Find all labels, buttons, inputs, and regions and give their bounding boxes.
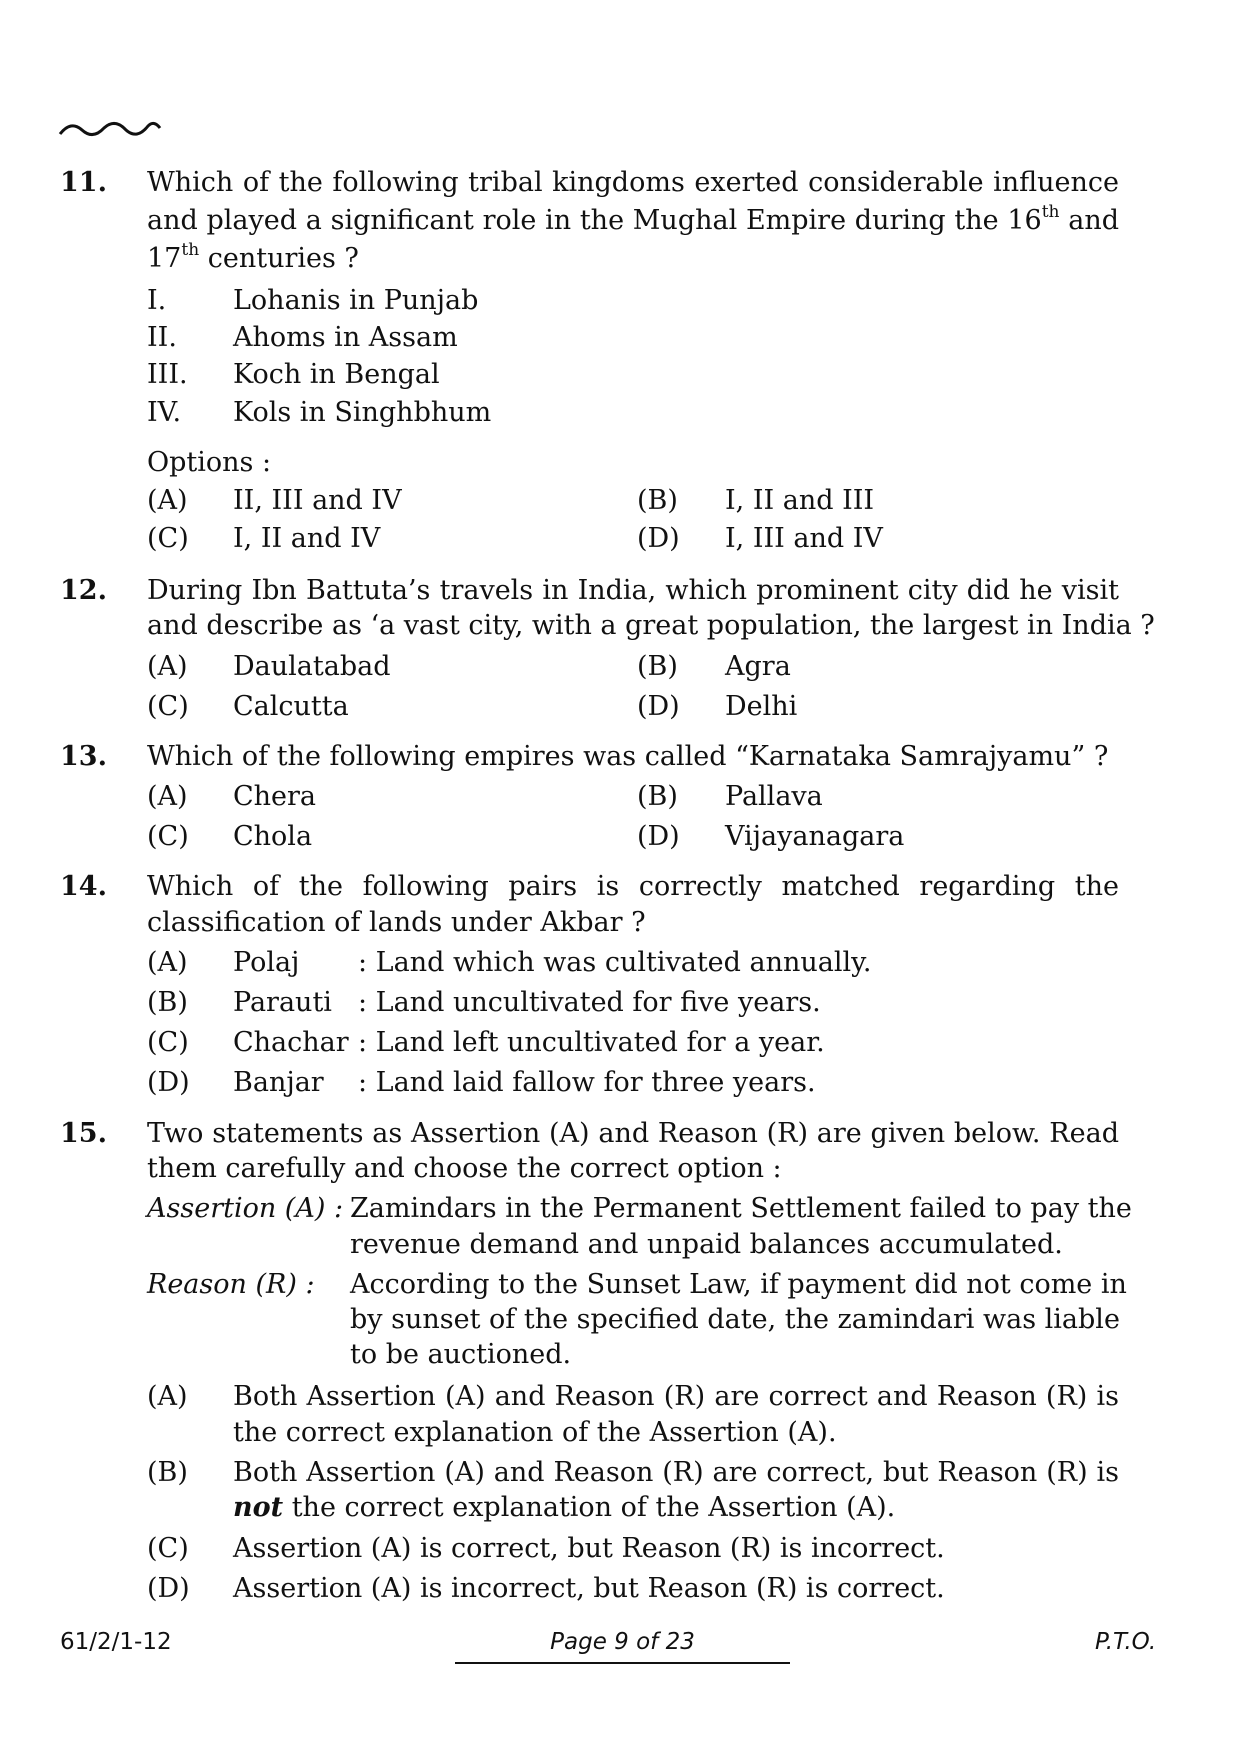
question-number: 15. [60,1118,107,1149]
option-key: (D) [147,1573,190,1604]
option-key: (C) [147,821,189,852]
option-text: I, II and IV [233,523,381,554]
option-term: Polaj [233,947,300,978]
option-text: Calcutta [233,691,349,722]
option-text: Pallava [725,781,823,812]
option-text-line: Both Assertion (A) and Reason (R) are correct and Reason (R) is [233,1381,1119,1412]
question-text-line: and describe as ‘a vast city, with a great population, the largest in India ? [147,610,1155,641]
option-text-line: not the correct explanation of the Assertion (A). [233,1492,896,1523]
option-key: (D) [637,821,680,852]
question-text-line: Which of the following empires was called “Karnataka Samrajyamu” ? [147,741,1109,772]
option-definition: : Land which was cultivated annually. [358,947,872,978]
option-key: (C) [147,1027,189,1058]
list-item-roman: I. [147,285,167,316]
option-text-line: Assertion (A) is correct, but Reason (R) is incorrect. [233,1533,945,1564]
option-text: Agra [725,651,791,682]
question-text-line: and played a significant role in the Mughal Empire during the 16th and [147,202,1119,236]
option-text: Chera [233,781,317,812]
option-text: I, III and IV [725,523,883,554]
question-text-line: classification of lands under Akbar ? [147,907,646,938]
option-key: (D) [637,523,680,554]
assertion-text-line: revenue demand and unpaid balances accumulated. [350,1229,1063,1260]
option-key: (D) [637,691,680,722]
question-text-line: Which of the following pairs is correctly matched regarding the [147,871,1119,902]
list-item-text: Koch in Bengal [233,359,440,390]
option-key: (A) [147,485,188,516]
question-number: 12. [60,575,107,606]
list-item-text: Ahoms in Assam [233,322,458,353]
list-item-roman: IV. [147,397,182,428]
option-text: Chola [233,821,313,852]
reason-text-line: to be auctioned. [350,1339,572,1370]
option-text: Delhi [725,691,798,722]
option-text-line: the correct explanation of the Assertion (A). [233,1417,837,1448]
assertion-label: Assertion (A) : [147,1193,344,1224]
option-text: Daulatabad [233,651,391,682]
option-definition: : Land laid fallow for three years. [358,1067,816,1098]
emphasis-not: not [233,1492,284,1523]
options-label: Options : [147,447,272,478]
option-key: (A) [147,651,188,682]
option-key: (A) [147,1381,188,1412]
option-key: (B) [147,1457,188,1488]
option-key: (A) [147,947,188,978]
list-item-roman: II. [147,322,177,353]
reason-text-line: According to the Sunset Law, if payment did not come in [350,1269,1127,1300]
option-key: (B) [147,987,188,1018]
option-text-line: Assertion (A) is incorrect, but Reason (R) is correct. [233,1573,945,1604]
paper-code: 61/2/1-12 [60,1629,172,1655]
option-term: Chachar [233,1027,349,1058]
option-key: (B) [637,651,678,682]
pto-label: P.T.O. [1095,1629,1157,1655]
question-number: 14. [60,871,107,902]
list-item-text: Kols in Singhbhum [233,397,492,428]
question-text-line: 17th centuries ? [147,240,359,274]
question-number: 11. [60,167,107,198]
list-item-roman: III. [147,359,188,390]
question-text-line: Which of the following tribal kingdoms exerted considerable influence [147,167,1119,198]
reason-label: Reason (R) : [147,1269,315,1300]
option-key: (C) [147,523,189,554]
question-text-line: Two statements as Assertion (A) and Reason (R) are given below. Read [147,1118,1119,1149]
question-text-line: During Ibn Battuta’s travels in India, which prominent city did he visit [147,575,1119,606]
option-text: I, II and III [725,485,875,516]
page-number: Page 9 of 23 [550,1629,695,1655]
option-key: (B) [637,781,678,812]
option-text: Vijayanagara [725,821,905,852]
option-key: (B) [637,485,678,516]
reason-text-line: by sunset of the specified date, the zamindari was liable [350,1304,1120,1335]
question-number: 13. [60,741,107,772]
list-item-text: Lohanis in Punjab [233,285,479,316]
option-key: (C) [147,691,189,722]
option-key: (A) [147,781,188,812]
option-key: (C) [147,1533,189,1564]
option-definition: : Land left uncultivated for a year. [358,1027,825,1058]
assertion-text-line: Zamindars in the Permanent Settlement failed to pay the [350,1193,1132,1224]
option-definition: : Land uncultivated for five years. [358,987,821,1018]
option-text: II, III and IV [233,485,402,516]
footer-divider [455,1662,790,1664]
option-key: (D) [147,1067,190,1098]
option-term: Banjar [233,1067,324,1098]
wave-mark-icon [58,118,162,140]
question-text-line: them carefully and choose the correct option : [147,1153,782,1184]
option-term: Parauti [233,987,332,1018]
option-text-line: Both Assertion (A) and Reason (R) are correct, but Reason (R) is [233,1457,1119,1488]
